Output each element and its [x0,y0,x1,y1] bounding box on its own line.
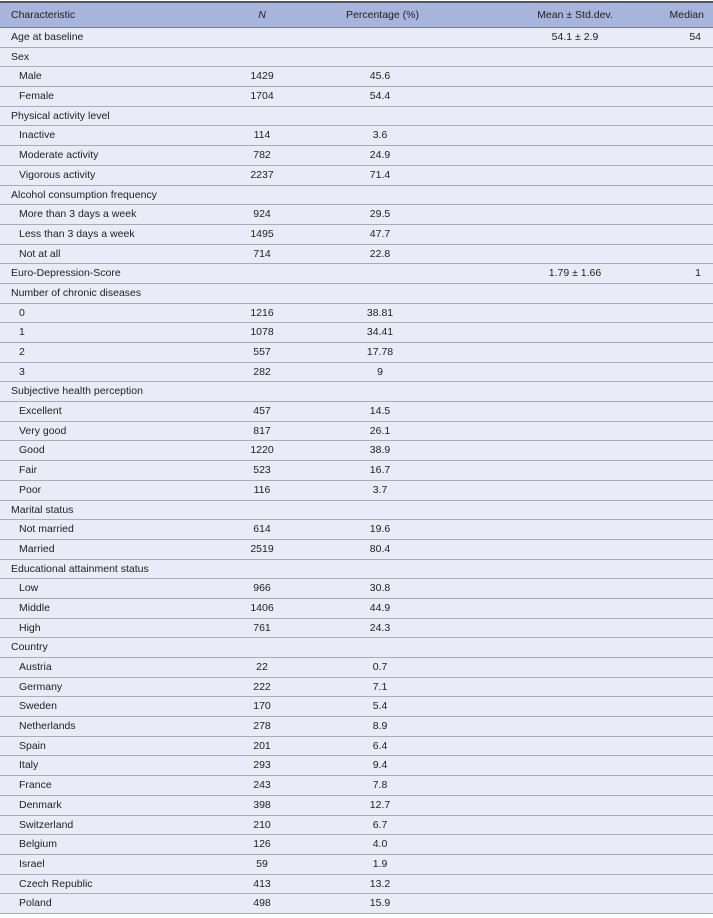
row-label: Switzerland [19,818,74,831]
row-label: Not married [19,523,74,536]
table-row [0,323,713,343]
row-n: 293 [253,759,271,772]
row-label: Male [19,70,42,83]
row-percentage: 16.7 [369,464,391,477]
row-percentage: 9 [377,365,383,378]
row-percentage: 19.6 [369,523,391,536]
row-label: 2 [19,346,25,358]
row-n: 170 [253,700,271,713]
table-group-row [0,638,713,658]
row-n: 924 [253,208,271,221]
table-row [0,166,713,186]
row-label: Italy [19,759,39,772]
row-percentage: 24.9 [369,149,391,162]
row-percentage: 0.7 [372,661,388,673]
table-row [0,422,713,442]
row-label: Marital status [11,503,74,516]
row-label: Very good [19,424,67,437]
row-label: Israel [19,857,45,870]
table-body [0,28,713,914]
table-row [0,146,713,166]
table-group-row [0,501,713,521]
row-label: High [19,621,41,634]
row-percentage: 30.8 [369,582,391,595]
row-n: 398 [253,798,271,811]
row-percentage: 38.9 [369,444,391,457]
characteristics-table [0,1,713,914]
row-percentage: 13.2 [369,877,391,890]
row-n: 457 [253,405,271,418]
row-n: 210 [253,818,271,831]
table-row [0,776,713,796]
row-label: Not at all [19,247,61,260]
table-row [0,619,713,639]
header-characteristic: Characteristic [11,9,76,21]
row-n: 1220 [250,444,274,457]
row-label: Female [19,90,55,103]
table-row [0,225,713,245]
table-group-row [0,48,713,68]
row-percentage: 26.1 [369,424,391,437]
header-n: N [258,9,266,21]
row-n: 1704 [250,90,274,103]
row-percentage: 14.5 [369,405,391,418]
header-mean: Mean ± Std.dev. [537,9,613,21]
table-row [0,894,713,914]
row-n: 22 [256,661,268,673]
row-label: Inactive [19,129,56,142]
table-row [0,737,713,757]
table-row [0,205,713,225]
row-percentage: 12.7 [369,798,391,811]
row-n: 1495 [250,227,274,240]
table-group-row [0,186,713,206]
row-percentage: 7.8 [372,779,388,792]
table-row [0,481,713,501]
row-n: 614 [253,523,271,536]
row-percentage: 24.3 [369,621,391,634]
row-percentage: 22.8 [369,247,391,260]
row-label: Excellent [19,405,62,418]
row-percentage: 44.9 [369,601,391,614]
table-group-row [0,264,713,284]
table-group-row [0,28,713,48]
row-percentage: 38.81 [366,306,394,319]
table-row [0,875,713,895]
row-label: Sweden [19,700,57,713]
row-n: 2519 [250,542,274,555]
row-percentage: 7.1 [372,680,388,693]
row-percentage: 5.4 [372,700,388,713]
row-percentage: 17.78 [366,346,394,358]
table-row [0,461,713,481]
row-label: Denmark [19,798,62,811]
row-n: 1216 [250,306,274,319]
row-n: 222 [253,680,271,693]
table-row [0,717,713,737]
table-row [0,67,713,87]
row-percentage: 4.0 [372,838,388,851]
row-percentage: 54.4 [369,90,391,103]
row-n: 1078 [250,326,274,339]
row-n: 498 [253,897,271,910]
row-n: 523 [253,464,271,477]
row-percentage: 71.4 [369,168,391,181]
row-n: 201 [253,739,271,752]
row-mean: 1.79 ± 1.66 [548,267,602,280]
row-label: Poor [19,483,42,496]
row-n: 1406 [250,601,274,614]
row-percentage: 9.4 [372,759,388,772]
row-n: 2237 [250,168,274,181]
row-percentage: 47.7 [369,227,391,240]
table-row [0,87,713,107]
row-label: Age at baseline [11,31,84,43]
row-label: Vigorous activity [19,168,96,181]
table-row [0,796,713,816]
table-row [0,658,713,678]
row-label: More than 3 days a week [19,208,137,221]
row-n: 413 [253,877,271,890]
table-row [0,855,713,875]
row-median: 54 [689,31,701,43]
row-percentage: 80.4 [369,542,391,555]
row-label: Poland [19,897,52,910]
table-group-row [0,107,713,127]
row-percentage: 45.6 [369,70,391,83]
table-row [0,540,713,560]
table-group-row [0,382,713,402]
row-n: 116 [253,483,271,496]
row-label: Country [11,641,48,654]
row-mean: 54.1 ± 2.9 [551,31,599,43]
table-row [0,363,713,383]
row-n: 714 [253,247,271,260]
table-row [0,245,713,265]
row-n: 1429 [250,70,274,83]
row-percentage: 6.7 [372,818,388,831]
row-label: Educational attainment status [11,562,149,575]
row-n: 59 [256,857,268,870]
table-row [0,126,713,146]
header-percentage: Percentage (%) [346,9,419,21]
table-group-row [0,284,713,304]
row-n: 114 [253,129,271,142]
table-row [0,697,713,717]
table-group-row [0,560,713,580]
row-median: 1 [695,267,701,280]
table-row [0,756,713,776]
row-label: Sex [11,50,30,63]
header-median: Median [669,9,704,21]
table-row [0,816,713,836]
row-n: 243 [253,779,271,792]
table-row [0,304,713,324]
row-label: Alcohol consumption frequency [11,188,157,201]
row-label: Less than 3 days a week [19,227,135,240]
row-percentage: 1.9 [372,857,388,870]
row-label: France [19,779,52,792]
row-label: Good [19,444,45,457]
row-label: Czech Republic [19,877,93,890]
row-n: 782 [253,149,271,162]
table-row [0,579,713,599]
table-row [0,520,713,540]
row-label: Euro-Depression-Score [11,267,121,280]
row-n: 817 [253,424,271,437]
row-label: Germany [19,680,63,693]
table-row [0,678,713,698]
row-label: Spain [19,739,46,752]
row-label: Middle [19,601,50,614]
row-n: 557 [253,346,271,358]
row-label: Fair [19,464,38,477]
table-row [0,441,713,461]
row-label: 0 [19,306,25,319]
row-n: 966 [253,582,271,595]
row-label: Subjective health perception [11,385,143,398]
row-label: Netherlands [19,720,76,733]
row-label: Moderate activity [19,149,99,162]
row-label: 3 [19,365,25,378]
table-row [0,402,713,422]
row-n: 282 [253,365,271,378]
table-row [0,835,713,855]
row-label: Belgium [19,838,57,851]
row-label: Number of chronic diseases [11,286,142,299]
row-percentage: 8.9 [372,720,388,733]
row-label: Austria [19,661,52,673]
row-n: 278 [253,720,271,733]
row-percentage: 34.41 [366,326,394,339]
row-n: 126 [253,838,271,851]
row-label: 1 [19,326,25,339]
row-label: Low [19,582,39,595]
table-row [0,599,713,619]
table-row [0,343,713,363]
row-label: Married [19,542,55,555]
row-percentage: 6.4 [372,739,388,752]
row-label: Physical activity level [11,109,110,122]
row-percentage: 29.5 [369,208,391,221]
row-percentage: 3.7 [372,483,388,496]
row-n: 761 [253,621,271,634]
row-percentage: 3.6 [372,129,388,142]
row-percentage: 15.9 [369,897,391,910]
table-header [0,3,713,28]
